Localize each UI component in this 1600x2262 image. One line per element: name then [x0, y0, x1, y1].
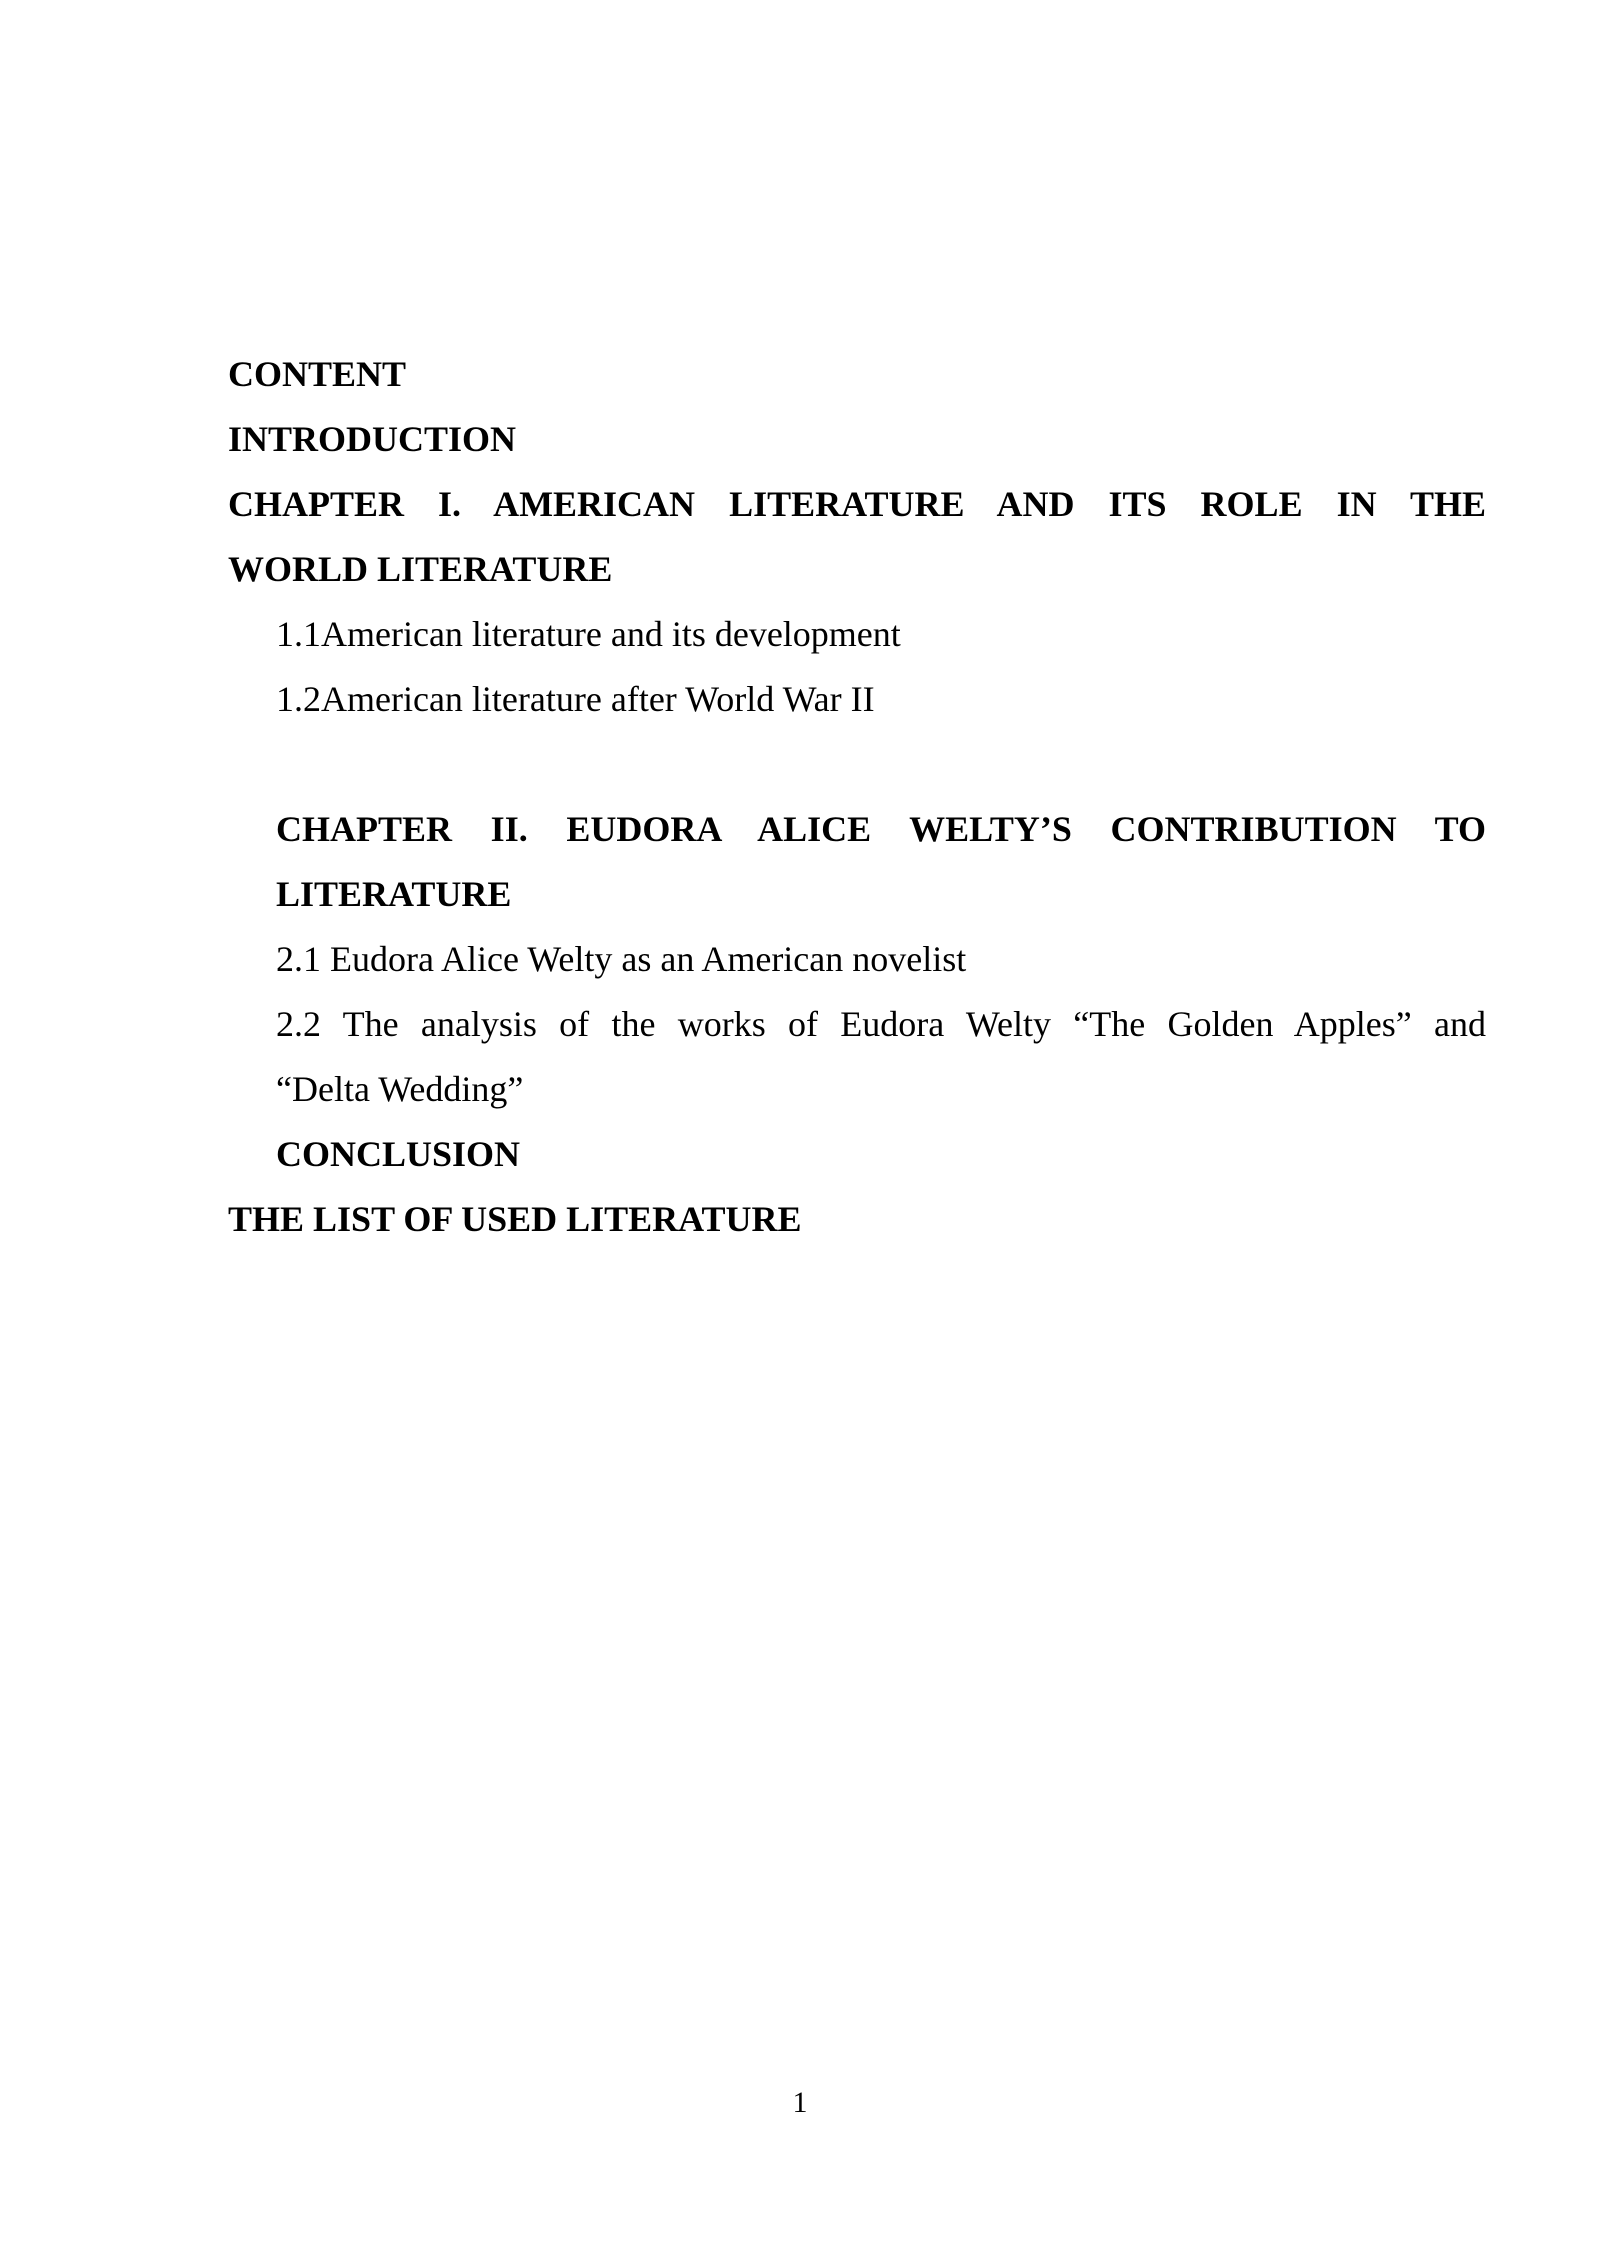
table-of-contents	[228, 342, 1486, 1252]
section-2-1: 2.1 Eudora Alice Welty as an American novelist	[276, 939, 967, 979]
spacer	[228, 732, 1486, 797]
chapter1-heading-line1: CHAPTER I. AMERICAN LITERATURE AND ITS ROLE IN THE	[228, 484, 1486, 524]
section-2-2-line1: 2.2 The analysis of the works of Eudora Welty “The Golden Apples” and	[276, 1004, 1486, 1044]
chapter2-heading-line1: CHAPTER II. EUDORA ALICE WELTY’S CONTRIBUTION TO	[276, 809, 1486, 849]
page-number: 1	[792, 2086, 808, 2119]
toc-title: CONTENT	[228, 354, 407, 394]
toc-entry-conclusion: CONCLUSION	[276, 1134, 521, 1174]
chapter1-heading-line2: WORLD LITERATURE	[228, 549, 613, 589]
toc-entry-bibliography: THE LIST OF USED LITERATURE	[228, 1199, 802, 1239]
toc-entry-introduction: INTRODUCTION	[228, 419, 517, 459]
section-1-1: 1.1American literature and its development	[276, 614, 901, 654]
section-1-2: 1.2American literature after World War II	[276, 679, 875, 719]
chapter2-heading-line2: LITERATURE	[276, 874, 512, 914]
section-2-2-line2: “Delta Wedding”	[276, 1069, 524, 1109]
